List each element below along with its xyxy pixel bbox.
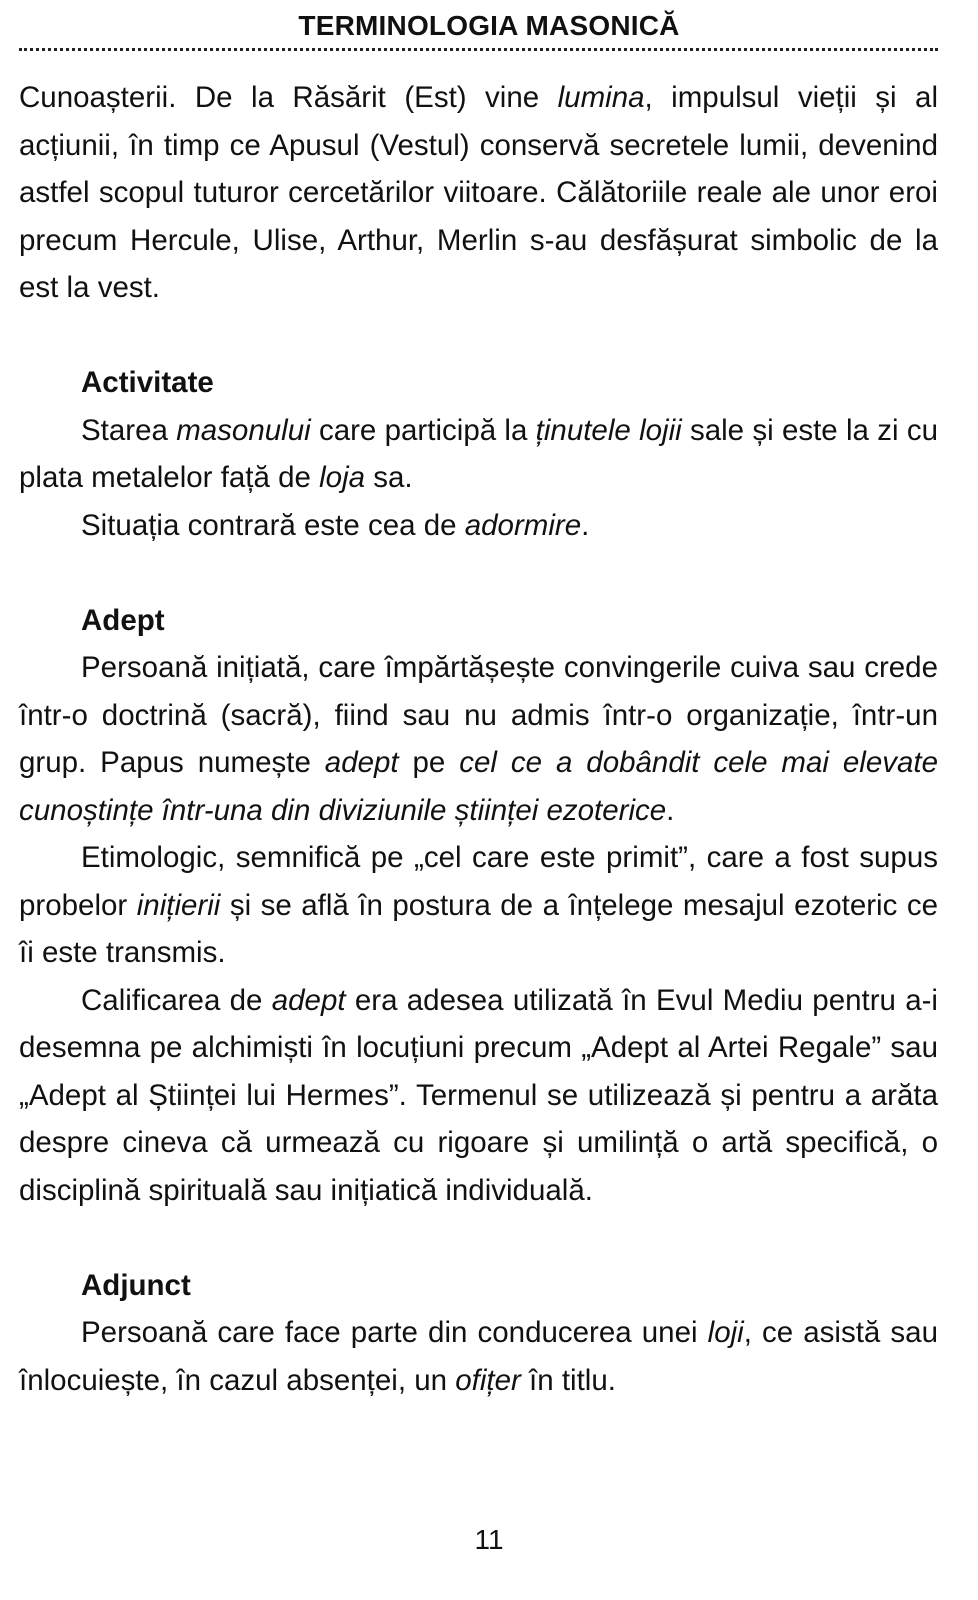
text-run: sale și este la zi cu plata metalelor față de <box>19 413 938 494</box>
italic-term: ofițer <box>455 1363 521 1397</box>
header-dotted-rule <box>19 48 938 51</box>
entry-title-adjunct: Adjunct <box>81 1268 191 1302</box>
text-run: sa. <box>365 461 413 494</box>
text-run: Calificarea de <box>81 983 272 1017</box>
body-text <box>19 74 938 1404</box>
text-run: Starea <box>81 413 177 447</box>
page-number: 11 <box>474 1524 504 1555</box>
activitate-paragraph-2 <box>19 502 938 550</box>
entry-title-adept: Adept <box>81 603 165 637</box>
adjunct-paragraph-1 <box>19 1309 938 1404</box>
activitate-paragraph-1 <box>19 407 938 502</box>
text-run: . <box>581 508 590 542</box>
italic-term: adept <box>271 983 346 1017</box>
text-run: Persoană inițiată, care împărtășește convingerile cuiva sau crede într-o doctrină (sacră), fiind sau nu admis într-o organizație, într-un grup. Papus numește <box>19 651 938 779</box>
text-run: pe <box>398 746 460 779</box>
text-run: Situația contrară este cea de <box>81 508 465 542</box>
entry-title-activitate: Activitate <box>81 366 214 399</box>
italic-term: loja <box>319 461 366 494</box>
italic-term: lumina <box>557 81 645 114</box>
italic-term: loji <box>707 1316 744 1349</box>
text-run: era adesea utilizată în Evul Mediu pentru a-i desemna pe alchimiști în locuțiuni precum „Adept al Artei Regale” sau „Adept al Științei lui Hermes”. Termenul se utilizează și pentru a arăta despre cineva că urmează cu rigoare și umilință o artă specifică, o disciplină spirituală sau inițiatică individuală. <box>19 983 938 1207</box>
italic-term: masonului <box>176 413 311 447</box>
adept-paragraph-2 <box>19 834 938 977</box>
text-run: . <box>666 793 675 827</box>
text-run: în titlu. <box>520 1363 616 1397</box>
text-run: Etimologic, semnifică pe „cel care este primit”, care a fost supus probelor <box>19 841 938 922</box>
text-run: , impulsul vieții și al acțiunii, în timp ce Apusul (Vestul) conservă secretele lumii, devenind astfel scopul tuturor cercetărilor viitoare. Călătoriile reale ale unor eroi precum Hercule, Ulise, Arthur, Merlin s-au desfășurat simbolic de la est la vest. <box>19 81 938 304</box>
text-run: , ce asistă sau înlocuiește, în cazul absenței, un <box>19 1316 938 1397</box>
italic-quote: cel ce a dobândit cele mai elevate cunoștințe într-una din diviziunile științei ezoterice <box>19 746 938 827</box>
italic-term: adormire <box>464 508 582 542</box>
italic-term: inițierii <box>136 888 221 922</box>
text-run: care participă la <box>310 413 536 447</box>
adept-paragraph-1 <box>19 644 938 834</box>
running-header: TERMINOLOGIA MASONICĂ <box>298 10 680 41</box>
text-run: și se află în postura de a înțelege mesajul ezoteric ce îi este transmis. <box>19 888 939 969</box>
intro-paragraph <box>19 74 938 312</box>
italic-term: adept <box>324 746 399 779</box>
text-run: Cunoașterii. De la Răsărit (Est) vine <box>19 81 558 114</box>
adept-paragraph-3 <box>19 977 938 1215</box>
text-run: Persoană care face parte din conducerea unei <box>81 1316 708 1349</box>
italic-term: ținutele lojii <box>535 413 682 447</box>
